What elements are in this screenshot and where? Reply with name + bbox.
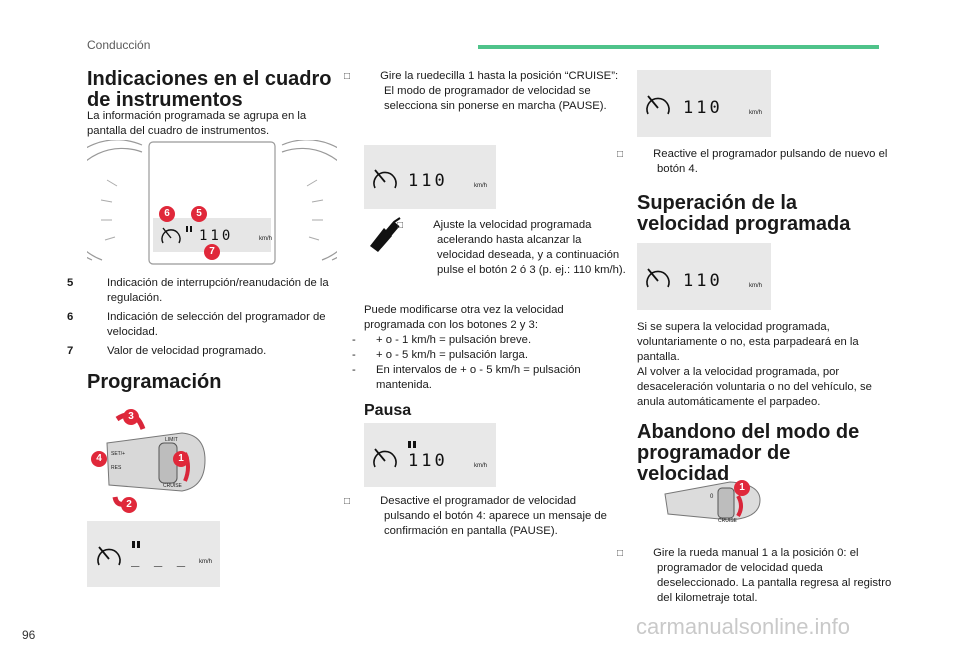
intro-text: La información programada se agrupa en la pantalla del cuadro de instrumentos. [87, 110, 307, 137]
pause-icon-bar [137, 541, 140, 548]
header-accent-bar [478, 45, 879, 49]
bullet-gire-rueda [617, 546, 907, 606]
checkbox-bullet-icon: □ [344, 496, 351, 507]
checkbox-bullet-icon: □ [617, 548, 624, 559]
marker-2: 2 [121, 497, 137, 513]
pause-icon [132, 541, 135, 548]
cruise-icon [642, 92, 676, 118]
speed-unit: km/h [749, 110, 763, 116]
title-programacion: Programación [87, 371, 222, 393]
display-dashes [87, 521, 220, 587]
section-header: Conducción [87, 38, 151, 52]
checkbox-bullet-icon: □ [344, 71, 351, 82]
cruise-icon [93, 543, 127, 569]
title-indicaciones: Indicaciones en el cuadro de instrumentos [87, 68, 332, 111]
superacion-text-1: Si se supera la velocidad programada, voluntariamente o no, esta parpadeará en la pantalla. [637, 321, 859, 363]
stalk-figure [87, 405, 217, 513]
display-110-pause [364, 423, 496, 487]
stalk-label-set: SET/+ [111, 451, 126, 457]
marker-7: 7 [204, 244, 220, 260]
display-110-c [637, 243, 771, 310]
speed-unit: km/h [474, 183, 488, 189]
legend-text: Valor de velocidad programado. [107, 345, 267, 357]
bullet-gire-ruedecilla [344, 69, 624, 114]
modify-text: Puede modificarse otra vez la velocidad programada con los botones 2 y 3: [364, 304, 564, 331]
dash-item-text: + o - 1 km/h = pulsación breve. [376, 334, 532, 346]
bullet-text: Gire la rueda manual 1 a la posición 0: el programador de velocidad queda deseleccionado. La pantalla regresa al registro del kilometraje total. [653, 547, 892, 604]
stalk-off-label-0: 0 [710, 494, 714, 500]
dash-item-text: En intervalos de + o - 5 km/h = pulsación mantenida. [376, 364, 581, 391]
legend-list [67, 276, 337, 359]
pause-icon [408, 441, 411, 448]
display-110-a [364, 145, 496, 209]
page-number: 96 [22, 628, 36, 642]
checkbox-bullet-icon: □ [397, 220, 404, 231]
cruise-icon [642, 265, 676, 291]
marker-5: 5 [191, 206, 207, 222]
dashes-value: _ _ _ [131, 551, 189, 567]
legend-text: Indicación de selección del programador de velocidad. [107, 311, 326, 338]
dash-item: - + o - 1 km/h = pulsación breve. [352, 334, 532, 346]
marker-1: 1 [734, 480, 750, 496]
legend-num: 5 [67, 277, 74, 289]
legend-item-5 [67, 276, 337, 306]
legend-item-7 [67, 344, 337, 359]
bullet-text: Ajuste la velocidad programada acelerando hasta alcanzar la velocidad deseada, y a continuación pulse el botón 2 ó 3 (p. ej.: 110 km/h). [433, 219, 626, 276]
speed-value: 110 [683, 98, 723, 118]
title-abandono: Abandono del modo de programador de velocidad [637, 421, 860, 485]
bullet-text: Gire la ruedecilla 1 hasta la posición “CRUISE”: El modo de programador de velocidad se selecciona sin ponerse en marcha (PAUSE). [380, 70, 619, 112]
bullet-text: Desactive el programador de velocidad pulsando el botón 4: aparece un mensaje de confirmación en pantalla (PAUSE). [380, 495, 607, 537]
pause-icon-bar [413, 441, 416, 448]
stalk-label-limit: LIMIT [165, 437, 178, 443]
speed-unit: km/h [749, 283, 763, 289]
legend-text: Indicación de interrupción/reanudación de la regulación. [107, 277, 329, 304]
cluster-speed-unit: km/h [259, 236, 273, 242]
stalk-off-label-cruise: CRUISE [718, 518, 737, 524]
speed-value: 110 [408, 451, 448, 471]
dashes-unit: km/h [199, 559, 213, 565]
bullet-ajuste [397, 218, 627, 278]
cruise-icon [369, 445, 403, 471]
title-pausa: Pausa [364, 402, 412, 419]
watermark: carmanualsonline.info [636, 614, 851, 639]
modify-dash-list [352, 333, 604, 393]
title-superacion: Superación de la velocidad programada [637, 192, 851, 235]
marker-4: 4 [91, 451, 107, 467]
cruise-icon [369, 166, 403, 192]
bullet-text: Reactive el programador pulsando de nuevo el botón 4. [653, 148, 888, 175]
dash-item: - En intervalos de + o - 5 km/h = pulsación mantenida. [352, 364, 581, 391]
cluster-speed-value: 110 [199, 228, 234, 244]
legend-item-6 [67, 310, 337, 340]
checkbox-bullet-icon: □ [617, 149, 624, 160]
stalk-label-cruise: CRUISE [163, 483, 182, 489]
stalk-off-figure [660, 470, 770, 530]
speed-value: 110 [683, 271, 723, 291]
bullet-reactive [617, 147, 907, 177]
marker-1: 1 [173, 451, 189, 467]
superacion-text-2: Al volver a la velocidad programada, por desaceleración voluntaria o no del vehículo, se anula automáticamente el parpadeo. [637, 366, 872, 408]
speed-value: 110 [408, 171, 448, 191]
dash-item: - + o - 5 km/h = pulsación larga. [352, 349, 528, 361]
marker-3: 3 [123, 409, 139, 425]
display-110-b [637, 70, 771, 137]
stalk-off-drawing [660, 470, 770, 530]
legend-num: 7 [67, 345, 74, 357]
marker-6: 6 [159, 206, 175, 222]
bullet-desactive [344, 494, 624, 539]
instrument-cluster-figure [87, 140, 337, 266]
dash-item-text: + o - 5 km/h = pulsación larga. [376, 349, 528, 361]
stalk-label-res: RES [111, 465, 122, 471]
speed-unit: km/h [474, 463, 488, 469]
legend-num: 6 [67, 311, 74, 323]
